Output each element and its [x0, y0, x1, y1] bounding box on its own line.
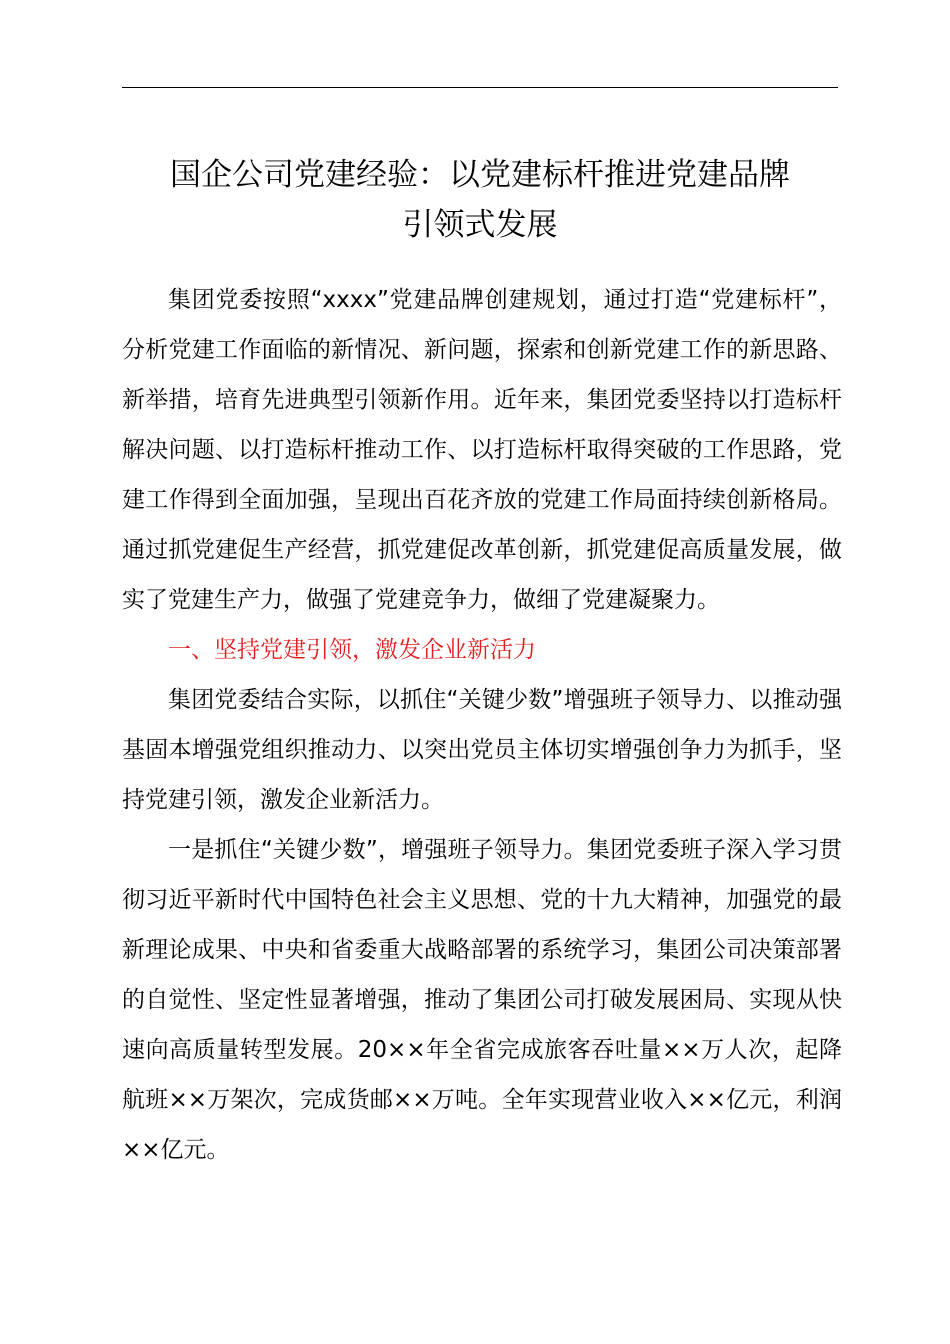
header-rule [122, 87, 838, 88]
section-heading-1: 一、坚持党建引领，激发企业新活力 [168, 637, 536, 663]
intro-paragraph: 集团党委按照“xxxx”党建品牌创建规划，通过打造“党建标杆”，分析党建工作面临的新情况、新问题，探索和创新党建工作的新思路、新举措，培育先进典型引领新作用。近年来，集团党委坚持以打造标杆解决问题、以打造标杆推动工作、以打造标杆取得突破的工作思路，党建工作得到全面加强，呈现出百花齐放的党建工作局面持续创新格局。通过抓党建促生产经营，抓党建促改革创新，抓党建促高质量发展，做实了党建生产力，做强了党建竞争力，做细了党建凝聚力。 [122, 287, 842, 613]
title-line-2: 引领式发展 [402, 207, 558, 243]
section-1-paragraph: 集团党委结合实际，以抓住“关键少数”增强班子领导力、以推动强基固本增强党组织推动力、以突出党员主体切实增强创争力为抓手，坚持党建引领，激发企业新活力。 [122, 687, 842, 813]
title-line-1: 国企公司党建经验：以党建标杆推进党建品牌 [170, 157, 790, 193]
document-title [110, 150, 850, 250]
section-1-point-1: 一是抓住“关键少数”，增强班子领导力。集团党委班子深入学习贯彻习近平新时代中国特色社会主义思想、党的十九大精神，加强党的最新理论成果、中央和省委重大战略部署的系统学习，集团公司决策部署的自觉性、坚定性显著增强，推动了集团公司打破发展困局、实现从快速向高质量转型发展。20××年全省完成旅客吞吐量××万人次，起降航班××万架次，完成货邮××万吨。全年实现营业收入××亿元，利润××亿元。 [122, 837, 842, 1163]
document-body [122, 275, 842, 1175]
